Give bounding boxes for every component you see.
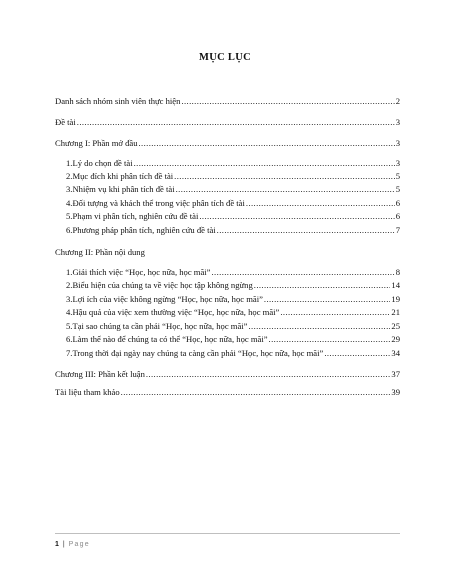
footer-page-number: 1: [55, 541, 59, 548]
toc-leader-dots: [217, 225, 395, 236]
toc-entry-text: Nhiệm vụ khi phân tích đề tài: [72, 184, 175, 194]
toc-leader-dots: [77, 117, 395, 128]
toc-leader-dots: [246, 198, 395, 209]
toc-entry-text: Lý do chọn đề tài: [72, 158, 133, 168]
toc-entry[interactable]: [55, 138, 400, 149]
toc-entry-number: 5.: [66, 211, 73, 221]
toc-entry-number: 4.: [66, 198, 73, 208]
footer-divider: [55, 533, 400, 534]
toc-leader-dots: [134, 158, 395, 169]
toc-entry-text: Đối tượng và khách thể trong việc phân tích đề tài: [72, 198, 245, 208]
toc-entry-page: 5: [395, 171, 400, 181]
toc-entry-text: Phương pháp phân tích, nghiên cứu đề tài: [72, 225, 216, 235]
footer-page-label: Page: [68, 541, 90, 548]
toc-entry-text: Chương II: Phần nội dung: [55, 247, 145, 257]
toc-leader-dots: [199, 211, 394, 222]
toc-entry-page: 14: [391, 280, 400, 290]
toc-entry-page: 21: [391, 307, 400, 317]
toc-entry[interactable]: [55, 96, 400, 107]
toc-entry-text: Chương I: Phần mở đầu: [55, 138, 138, 148]
toc-entry[interactable]: [66, 158, 400, 169]
toc-entry-page: 3: [395, 138, 400, 148]
toc-entry[interactable]: [66, 198, 400, 209]
toc-entry[interactable]: [66, 307, 400, 318]
toc-entry-number: 6.: [66, 225, 73, 235]
toc-leader-dots: [139, 138, 395, 149]
toc-entry-text: Làm thế nào để chúng ta có thể “Học, học nữa, học mãi”: [72, 334, 268, 344]
toc-leader-dots: [176, 184, 395, 195]
toc-entry-text: Lợi ích của việc không ngừng “Học, học nữa, học mãi”: [72, 294, 263, 304]
toc-leader-dots: [280, 307, 390, 318]
toc-leader-dots: [269, 334, 391, 345]
toc-entry-page: 6: [395, 211, 400, 221]
toc-entry-page: 3: [395, 158, 400, 168]
toc-entry-number: 1.: [66, 158, 73, 168]
toc-entry-text: Chương III: Phần kết luận: [55, 369, 145, 379]
toc-leader-dots: [212, 267, 395, 278]
toc-entry-text: Phạm vi phân tích, nghiên cứu đề tài: [72, 211, 199, 221]
toc-entry-text: Danh sách nhóm sinh viên thực hiện: [55, 96, 181, 106]
toc-entry-page: 34: [391, 348, 400, 358]
toc-entry-page: 37: [391, 369, 400, 379]
toc-entry-text: Hậu quả của việc xem thường việc “Học, học nữa, học mãi”: [72, 307, 280, 317]
footer-separator: |: [62, 541, 65, 548]
toc-entry[interactable]: [55, 247, 400, 258]
toc-entry-number: 2.: [66, 280, 73, 290]
toc-entry-page: 2: [395, 96, 400, 106]
toc-entry-number: 1.: [66, 267, 73, 277]
toc-entry-page: 8: [395, 267, 400, 277]
toc-entry-number: 7.: [66, 348, 73, 358]
toc-entry-page: 5: [395, 184, 400, 194]
toc-entry[interactable]: [55, 369, 400, 380]
toc-entry[interactable]: [66, 211, 400, 222]
toc-entry[interactable]: [66, 267, 400, 278]
toc-entry[interactable]: [66, 225, 400, 236]
toc-entry-text: Mục đích khi phân tích đề tài: [72, 171, 174, 181]
toc-entry-text: Biểu hiện của chúng ta về việc học tập không ngừng: [72, 280, 253, 290]
toc-entry-text: Trong thời đại ngày nay chúng ta càng cần phải “Học, học nữa, học mãi”: [72, 348, 324, 358]
toc-entry[interactable]: [66, 280, 400, 291]
toc-entry-number: 3.: [66, 294, 73, 304]
toc-entry[interactable]: [55, 387, 400, 398]
toc-entry-number: 6.: [66, 334, 73, 344]
toc-entry-page: 25: [391, 321, 400, 331]
toc-leader-dots: [324, 348, 390, 359]
toc-entry-number: 5.: [66, 321, 73, 331]
toc-entry-page: 6: [395, 198, 400, 208]
toc-entry-page: 29: [391, 334, 400, 344]
toc-leader-dots: [146, 369, 391, 380]
toc-entry-number: 2.: [66, 171, 73, 181]
toc-entry-number: 3.: [66, 184, 73, 194]
toc-entry-number: 4.: [66, 307, 73, 317]
toc-entry[interactable]: [66, 321, 400, 332]
toc-leader-dots: [248, 321, 390, 332]
toc-entry[interactable]: [66, 294, 400, 305]
toc-title: MỤC LỤC: [199, 52, 251, 63]
toc-leader-dots: [174, 171, 395, 182]
toc-entry[interactable]: [66, 348, 400, 359]
toc-entry-text: Tài liệu tham khảo: [55, 387, 120, 397]
toc-entry[interactable]: [66, 184, 400, 195]
toc-entry[interactable]: [55, 117, 400, 128]
toc-entry-page: 39: [391, 387, 400, 397]
toc-leader-dots: [121, 387, 391, 398]
toc-entry-page: 3: [395, 117, 400, 127]
toc-leader-dots: [181, 96, 394, 107]
toc-entry-page: 7: [395, 225, 400, 235]
toc-entry[interactable]: [66, 334, 400, 345]
toc-entry-text: Giải thích việc “Học, học nữa, học mãi”: [72, 267, 211, 277]
toc-entry-text: Tại sao chúng ta cần phải “Học, học nữa, học mãi”: [72, 321, 248, 331]
toc-leader-dots: [254, 280, 391, 291]
toc-leader-dots: [264, 294, 391, 305]
toc-entry-page: 19: [391, 294, 400, 304]
toc-entry[interactable]: [66, 171, 400, 182]
toc-entry-text: Đề tài: [55, 117, 76, 127]
page-footer: [55, 541, 400, 548]
